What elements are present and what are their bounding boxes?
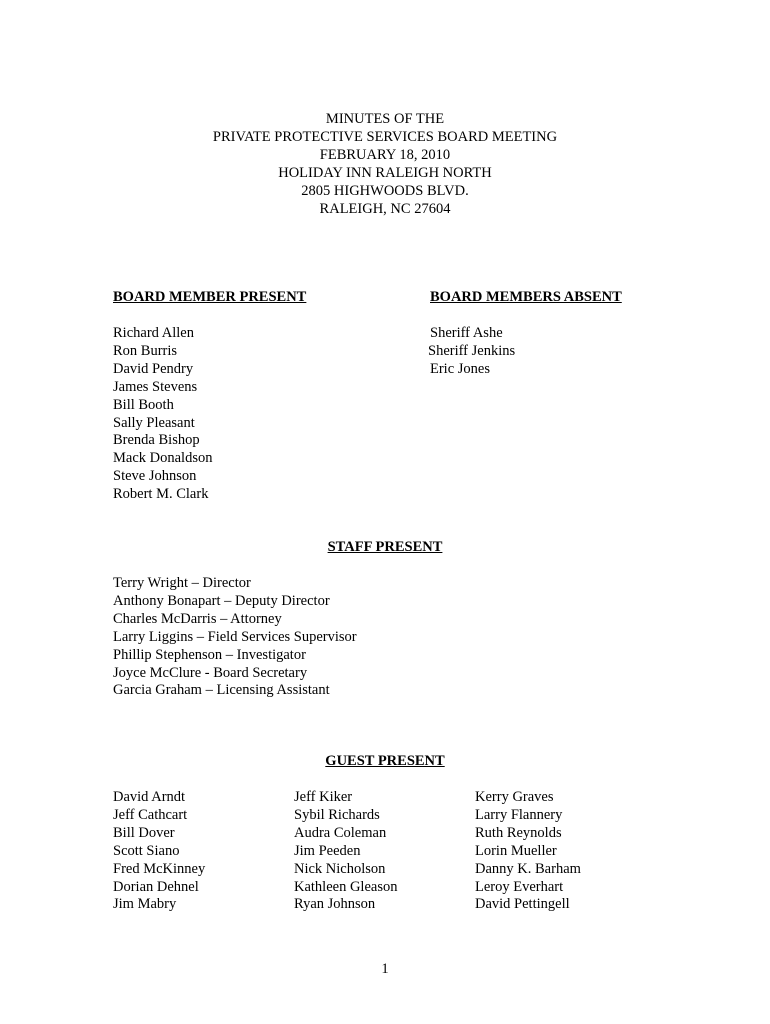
list-item: Bill Booth bbox=[113, 396, 174, 413]
list-item: Richard Allen bbox=[113, 325, 194, 341]
list-item: Scott Siano bbox=[113, 842, 180, 859]
list-item: Brenda Bishop bbox=[113, 432, 200, 449]
document-header bbox=[0, 110, 770, 218]
staff-present-heading bbox=[0, 539, 770, 556]
list-item: Larry Liggins – Field Services Supervisor bbox=[113, 628, 357, 645]
page-number: 1 bbox=[381, 961, 389, 977]
guest-list-column-3 bbox=[475, 789, 581, 914]
list-item: Kerry Graves bbox=[475, 789, 554, 805]
list-item: Nick Nicholson bbox=[294, 860, 386, 877]
list-item: Bill Dover bbox=[113, 824, 175, 841]
board-present-list bbox=[113, 325, 212, 504]
list-item: Ruth Reynolds bbox=[475, 824, 562, 841]
guest-list-column-1 bbox=[113, 789, 205, 914]
list-item: Charles McDarris – Attorney bbox=[113, 610, 282, 627]
list-item: Larry Flannery bbox=[475, 806, 563, 823]
board-absent-heading: BOARD MEMBERS ABSENT bbox=[430, 289, 622, 305]
list-item: Anthony Bonapart – Deputy Director bbox=[113, 592, 330, 609]
header-line: PRIVATE PROTECTIVE SERVICES BOARD MEETING bbox=[212, 129, 558, 145]
list-item: Sally Pleasant bbox=[113, 414, 195, 431]
guest-list-column-2 bbox=[294, 789, 397, 914]
board-present-heading: BOARD MEMBER PRESENT bbox=[113, 289, 307, 305]
list-item: Terry Wright – Director bbox=[113, 575, 251, 591]
list-item: Steve Johnson bbox=[113, 468, 197, 485]
list-item: Audra Coleman bbox=[294, 824, 387, 841]
list-item: Leroy Everhart bbox=[475, 878, 564, 895]
staff-present-list bbox=[113, 575, 357, 700]
list-item: Joyce McClure - Board Secretary bbox=[113, 664, 308, 681]
list-item: Sheriff Jenkins bbox=[428, 342, 516, 359]
list-item: Jeff Cathcart bbox=[113, 806, 188, 823]
header-line: RALEIGH, NC 27604 bbox=[319, 201, 451, 217]
header-line: FEBRUARY 18, 2010 bbox=[319, 147, 451, 163]
header-line: MINUTES OF THE bbox=[325, 111, 445, 127]
list-item: David Arndt bbox=[113, 789, 186, 805]
list-item: Ron Burris bbox=[113, 342, 178, 359]
list-item: James Stevens bbox=[113, 378, 198, 395]
list-item: Jim Mabry bbox=[113, 896, 177, 913]
list-item: Kathleen Gleason bbox=[294, 878, 398, 895]
list-item: Phillip Stephenson – Investigator bbox=[113, 646, 306, 663]
list-item: David Pettingell bbox=[475, 896, 570, 913]
header-line: HOLIDAY INN RALEIGH NORTH bbox=[278, 165, 492, 181]
list-item: Dorian Dehnel bbox=[113, 878, 199, 895]
guest-present-heading bbox=[0, 753, 770, 770]
list-item: Lorin Mueller bbox=[475, 842, 557, 859]
list-item: Ryan Johnson bbox=[294, 896, 376, 913]
list-item: Jeff Kiker bbox=[294, 789, 353, 805]
list-item: Mack Donaldson bbox=[113, 450, 213, 467]
list-item: Sheriff Ashe bbox=[430, 325, 503, 341]
header-line: 2805 HIGHWOODS BLVD. bbox=[301, 183, 469, 199]
guest-present-heading-text: GUEST PRESENT bbox=[325, 753, 445, 769]
list-item: Danny K. Barham bbox=[475, 860, 581, 877]
list-item: Sybil Richards bbox=[294, 806, 380, 823]
list-item: Eric Jones bbox=[430, 360, 490, 377]
list-item: Jim Peeden bbox=[294, 842, 361, 859]
list-item: Fred McKinney bbox=[113, 860, 206, 877]
staff-present-heading-text: STAFF PRESENT bbox=[327, 539, 443, 555]
list-item: Garcia Graham – Licensing Assistant bbox=[113, 682, 330, 699]
list-item: Robert M. Clark bbox=[113, 486, 209, 503]
list-item: David Pendry bbox=[113, 360, 194, 377]
board-absent-list bbox=[430, 325, 515, 379]
